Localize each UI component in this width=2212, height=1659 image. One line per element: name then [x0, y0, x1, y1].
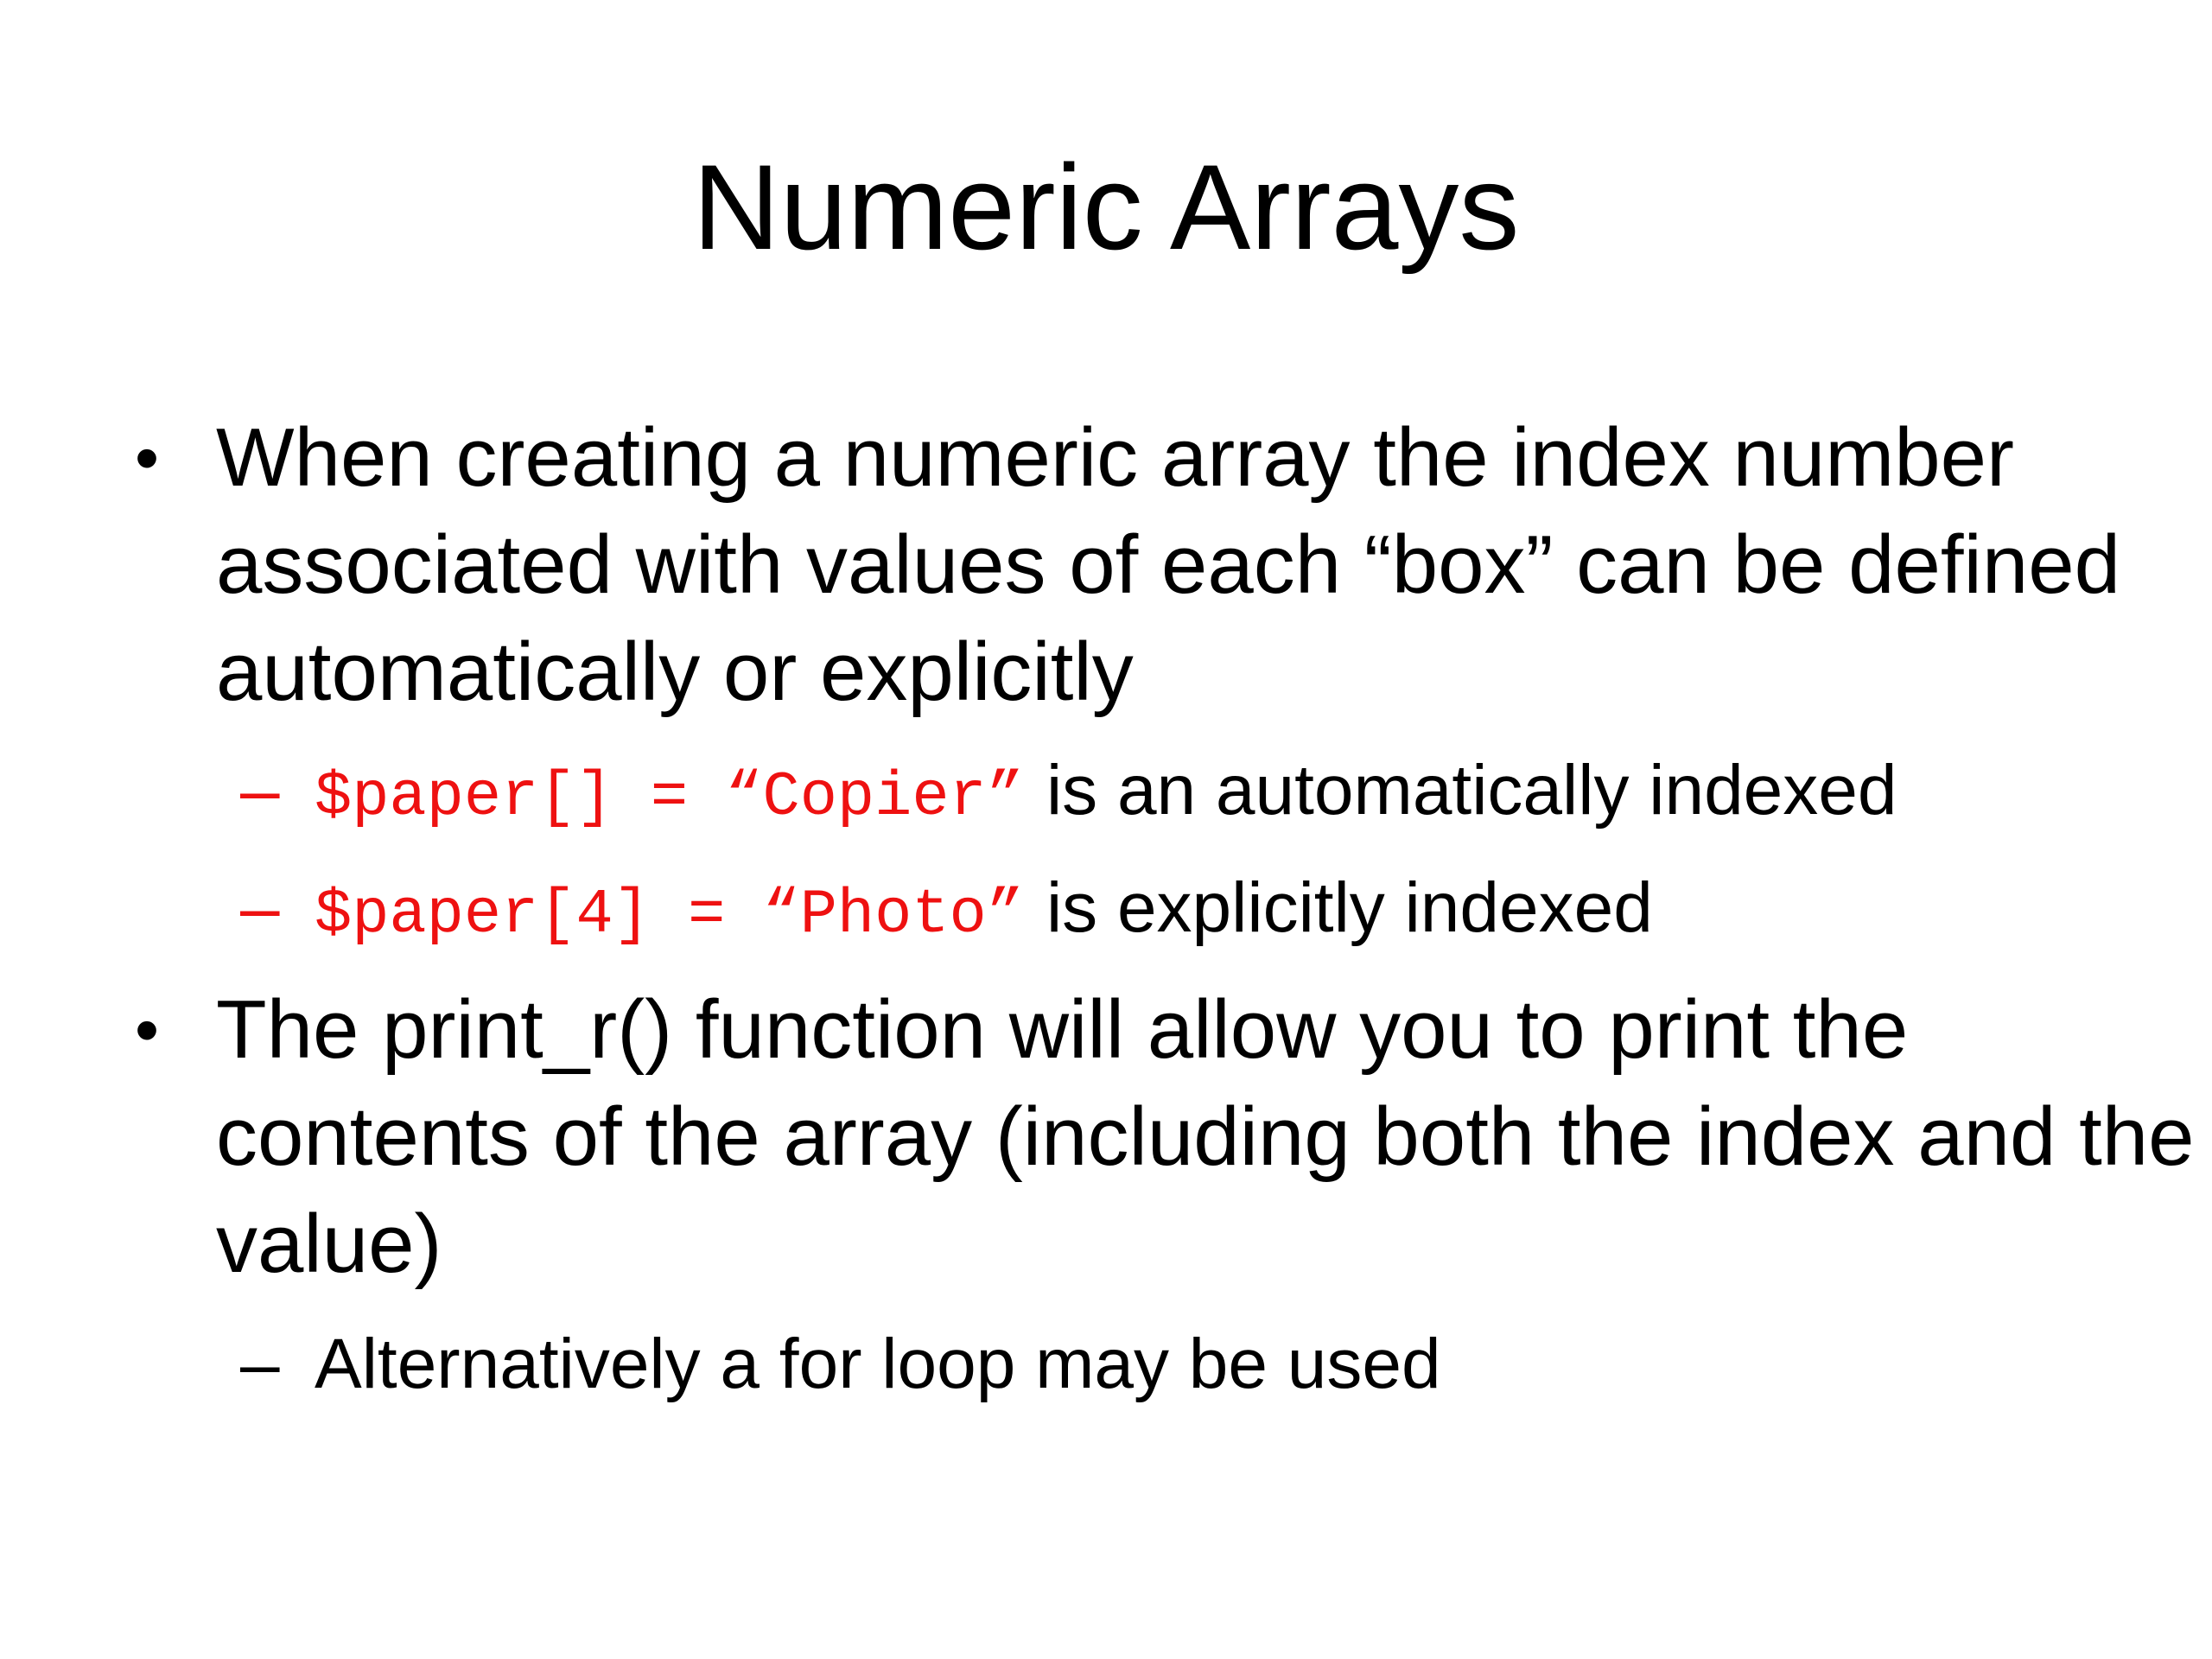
bullet-1-text: When creating a numeric array the index number associated with values of each “box” can be defined automatically or explicitly	[216, 411, 2121, 718]
sub-item-for-loop	[240, 1317, 1441, 1412]
bullet-2-text: The print_r() function will allow you to print the contents of the array (including both the index and the value)	[216, 983, 2195, 1290]
sub-item-explicit-index	[240, 861, 1653, 963]
sub-item-text: is an automatically indexed	[1046, 751, 1897, 830]
dash-marker: –	[240, 868, 280, 947]
code-snippet: $paper[] = “Copier”	[315, 762, 1024, 833]
sub-item-auto-index	[240, 743, 1897, 845]
sub-item-text: is explicitly indexed	[1046, 868, 1653, 947]
sub-item-text: Alternatively a for loop may be used	[315, 1325, 1441, 1403]
bullet-marker: •	[135, 991, 160, 1068]
dash-marker: –	[240, 751, 280, 830]
slide-title: Numeric Arrays	[692, 139, 1520, 275]
bullet-marker: •	[135, 419, 160, 496]
dash-marker: –	[240, 1325, 280, 1403]
code-snippet: $paper[4] = “Photo”	[315, 880, 1024, 950]
